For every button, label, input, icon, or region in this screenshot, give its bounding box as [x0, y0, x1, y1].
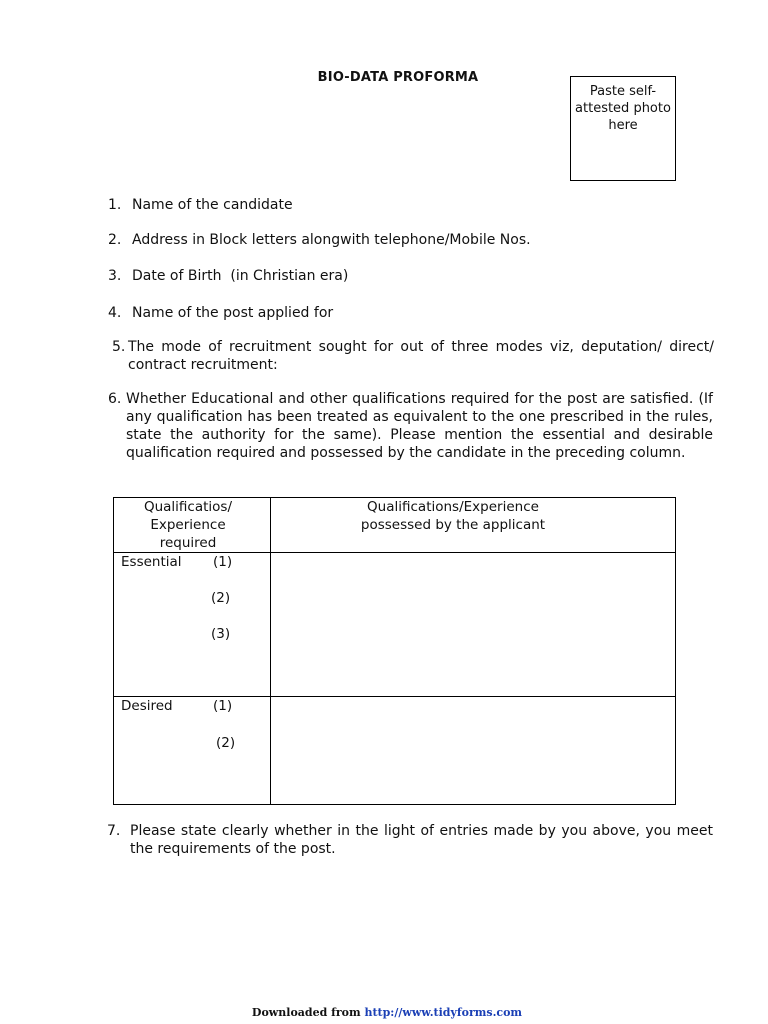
item-text: Please state clearly whether in the light of entries made by you above, you meet the requirements of the post. [130, 823, 713, 857]
essential-possessed-cell [271, 553, 676, 697]
item-text: Date of Birth (in Christian era) [132, 268, 349, 284]
item-number: 3. [108, 268, 122, 284]
footer-prefix: Downloaded from [251, 1006, 365, 1019]
essential-item: (2) [211, 590, 231, 606]
table-row-desired [114, 697, 676, 805]
item-number: 5. [112, 339, 126, 355]
desired-cell [114, 697, 271, 805]
table-header-possessed: Qualifications/Experience possessed by the applicant [271, 498, 676, 553]
desired-label: Desired [121, 698, 173, 714]
footer [0, 1006, 768, 1019]
desired-item: (2) [216, 735, 236, 751]
table-header-required: Qualificatios/ Experience required [114, 498, 271, 553]
item-text: Name of the post applied for [132, 305, 334, 321]
qualifications-table [113, 497, 676, 805]
essential-item: (3) [211, 626, 231, 642]
footer-link[interactable]: http://www.tidyforms.com [364, 1006, 523, 1019]
page-title: BIO-DATA PROFORMA [317, 70, 479, 85]
item-number: 4. [108, 305, 122, 321]
item-text: Whether Educational and other qualifications required for the post are satisfied. (If any qualification has been treated as equivalent to the one prescribed in the rules, state the authority for the same). Please mention the essential and desirable qualification required and possessed by the candidate in the preceding column. [126, 391, 713, 461]
item-number: 7. [107, 823, 121, 839]
essential-label: Essential [121, 554, 182, 570]
desired-possessed-cell [271, 697, 676, 805]
photo-box-text: Paste self-attested photo here [575, 84, 671, 133]
photo-placeholder-box [570, 76, 676, 181]
desired-item: (1) [213, 698, 233, 714]
item-text: Name of the candidate [132, 197, 293, 213]
essential-item: (1) [213, 554, 233, 570]
item-number: 6. [108, 391, 122, 407]
essential-cell [114, 553, 271, 697]
item-number: 2. [108, 232, 122, 248]
table-header-row [114, 498, 676, 553]
item-number: 1. [108, 197, 122, 213]
item-text: Address in Block letters alongwith telephone/Mobile Nos. [132, 232, 531, 248]
item-text: The mode of recruitment sought for out of three modes viz, deputation/ direct/ contract recruitment: [128, 339, 714, 373]
table-row-essential [114, 553, 676, 697]
